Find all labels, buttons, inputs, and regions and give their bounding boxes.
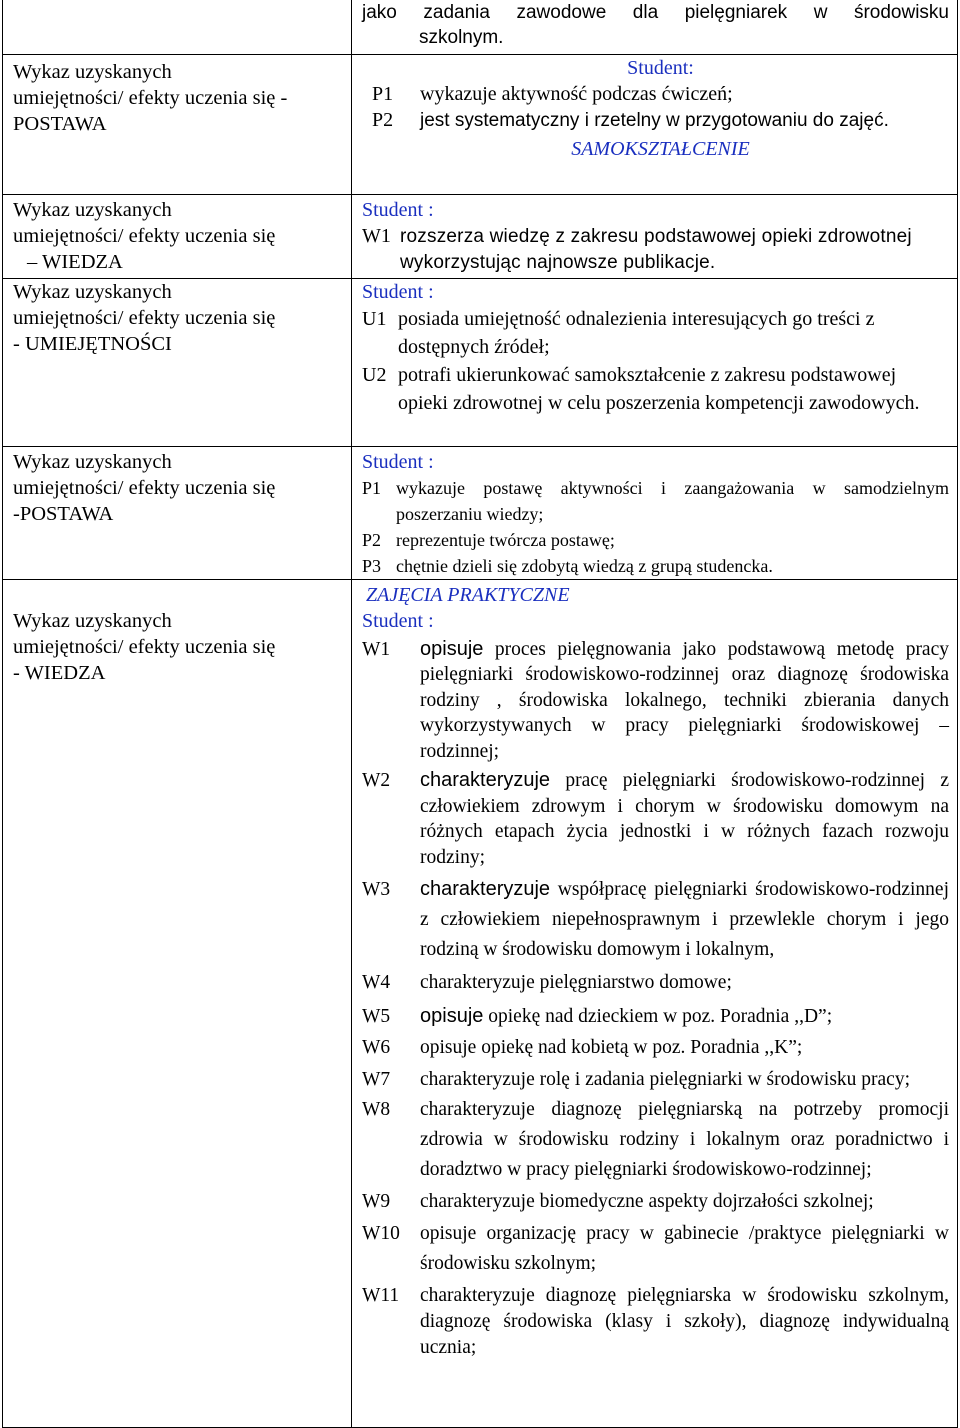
item-code: W5 <box>362 1006 391 1027</box>
right-cell-postawa <box>352 54 958 194</box>
continuation-line-1: jako zadania zawodowe dla pielęgniarek w środowisku <box>362 2 949 23</box>
item-code: U2 <box>362 363 387 386</box>
item-verb: charakteryzuje <box>420 878 551 900</box>
item-code: W1 <box>362 638 391 660</box>
list-item <box>362 874 949 965</box>
item-code: W9 <box>362 1191 391 1212</box>
left-label-line: – WIEDZA <box>27 250 123 273</box>
left-cell-postawa <box>3 54 352 194</box>
zajecia-praktyczne-heading: ZAJĘCIA PRAKTYCZNE <box>366 583 570 606</box>
left-label-line: - UMIEJĘTNOŚCI <box>13 332 172 355</box>
item-verb: charakteryzuje <box>420 769 551 791</box>
learning-outcomes-table <box>2 0 958 1428</box>
list-item <box>372 107 949 134</box>
item-text: posiada umiejętność odnalezienia interesujących go treści z dostępnych źródeł; <box>398 307 875 358</box>
item-text: chętnie dzieli się zdobytą wiedzą z grupą studencka. <box>396 555 773 576</box>
list-item <box>362 553 949 579</box>
item-code: W3 <box>362 879 391 900</box>
list-item <box>362 305 949 361</box>
left-cell-empty <box>3 0 352 54</box>
item-text: wykazuje aktywność podczas ćwiczeń; <box>420 82 733 105</box>
list-item <box>362 223 949 276</box>
left-label-line: - WIEDZA <box>13 661 106 684</box>
list-item <box>362 1095 949 1185</box>
list-item <box>362 527 949 553</box>
item-text: opiekę nad dzieckiem w poz. Poradnia ,,D”; <box>483 1006 833 1027</box>
item-code: P1 <box>362 477 382 498</box>
item-code: W6 <box>362 1037 391 1058</box>
list-item <box>362 361 949 417</box>
student-label: Student : <box>362 198 434 221</box>
left-cell-umiejetnosci <box>3 278 352 446</box>
left-label-line: Wykaz uzyskanych <box>13 280 172 303</box>
list-item <box>362 968 949 998</box>
item-text: opisuje organizację pracy w gabinecie /praktyce pielęgniarki w środowisku szkolnym; <box>420 1223 949 1274</box>
left-label-line: POSTAWA <box>13 112 107 135</box>
table-row <box>3 278 958 446</box>
item-code: W1 <box>362 224 391 247</box>
item-code: P3 <box>362 555 382 576</box>
list-item <box>362 1187 949 1217</box>
table-row <box>3 446 958 579</box>
list-item <box>362 1033 949 1063</box>
item-text: opisuje opiekę nad kobietą w poz. Poradnia ,,K”; <box>420 1037 803 1058</box>
item-code: W7 <box>362 1069 391 1090</box>
left-label-line: Wykaz uzyskanych <box>13 609 172 632</box>
item-text: wykazuje postawę aktywności i zaangażowania w samodzielnym poszerzaniu wiedzy; <box>396 477 949 524</box>
left-label-line: umiejętności/ efekty uczenia się <box>13 224 276 247</box>
right-cell-continuation <box>352 0 958 54</box>
item-code: P2 <box>372 108 394 131</box>
list-item <box>362 1001 949 1032</box>
item-verb: opisuje <box>420 1005 484 1027</box>
table-row <box>3 194 958 278</box>
item-code: W11 <box>362 1285 400 1306</box>
list-item <box>362 768 949 870</box>
item-text: rozszerza wiedzę z zakresu podstawowej opieki zdrowotnej wykorzystując najnowsze publikacje. <box>400 225 912 273</box>
right-cell-zajecia <box>352 579 958 1427</box>
left-cell-wiedza <box>3 194 352 278</box>
right-cell-umiejetnosci <box>352 278 958 446</box>
item-text: reprezentuje twórcza postawę; <box>396 529 615 550</box>
student-label: Student : <box>362 450 434 473</box>
item-text: charakteryzuje diagnozę pielęgniarska w środowisku szkolnym, diagnozę środowiska (klasy i szkoły), diagnozę indywidualną ucznia; <box>420 1285 949 1358</box>
table-row <box>3 0 958 54</box>
left-label-line: umiejętności/ efekty uczenia się <box>13 476 276 499</box>
table-row <box>3 579 958 1427</box>
list-item <box>362 475 949 527</box>
item-text: charakteryzuje pielęgniarstwo domowe; <box>420 972 732 993</box>
item-code: P1 <box>372 82 394 105</box>
item-text: proces pielęgnowania jako podstawową metodę pracy pielęgniarki środowiskowo-rodzinnej oraz diagnozę środowiska rodziny , środowiska lokalnego, techniki zbierania danych wykorzystywanych w pracy pielęgniarki środowiskowej – rodzinnej; <box>420 638 949 762</box>
item-text: pracę pielęgniarki środowiskowo-rodzinnej z człowiekiem zdrowym i chorym w środowisku domowym na różnych etapach życia jednostki i w różnych fazach rozwoju rodziny; <box>420 770 949 868</box>
item-code: W2 <box>362 770 391 791</box>
item-code: W8 <box>362 1099 391 1120</box>
right-cell-postawa-2 <box>352 446 958 579</box>
item-text: współpracę pielęgniarki środowiskowo-rodzinnej z człowiekiem niepełnosprawnym i przewlekle chorym i jego rodziną w środowisku domowym i lokalnym, <box>420 879 949 960</box>
item-text: charakteryzuje biomedyczne aspekty dojrzałości szkolnej; <box>420 1191 874 1212</box>
left-label-line: umiejętności/ efekty uczenia się - <box>13 86 288 109</box>
item-text: jest systematyczny i rzetelny w przygotowaniu do zajęć. <box>420 109 889 131</box>
item-text: potrafi ukierunkować samokształcenie z zakresu podstawowej opieki zdrowotnej w celu poszerzenia kompetencji zawodowych. <box>398 363 920 414</box>
item-text: charakteryzuje rolę i zadania pielęgniarki w środowisku pracy; <box>420 1069 911 1090</box>
left-cell-wiedza-2 <box>3 579 352 1427</box>
continuation-line-2: szkolnym. <box>419 27 504 48</box>
right-cell-wiedza <box>352 194 958 278</box>
list-item <box>362 1219 949 1279</box>
student-label: Student: <box>627 56 694 79</box>
list-item <box>362 1283 949 1361</box>
left-label-line: umiejętności/ efekty uczenia się <box>13 306 276 329</box>
left-label-line: umiejętności/ efekty uczenia się <box>13 635 276 658</box>
left-label-line: -POSTAWA <box>13 502 114 525</box>
list-item <box>362 637 949 765</box>
left-label-line: Wykaz uzyskanych <box>13 60 172 83</box>
student-label: Student : <box>362 609 434 632</box>
samoksztalcenie-heading: SAMOKSZTAŁCENIE <box>571 137 750 160</box>
item-code: P2 <box>362 529 382 550</box>
item-code: W4 <box>362 972 391 993</box>
left-label-line: Wykaz uzyskanych <box>13 198 172 221</box>
item-code: W10 <box>362 1223 400 1244</box>
list-item <box>362 1067 949 1093</box>
item-code: U1 <box>362 307 387 330</box>
left-cell-postawa-2 <box>3 446 352 579</box>
table-row <box>3 54 958 194</box>
left-label-line: Wykaz uzyskanych <box>13 450 172 473</box>
list-item <box>372 81 949 107</box>
student-label: Student : <box>362 280 434 303</box>
item-verb: opisuje <box>420 637 484 660</box>
item-text: charakteryzuje diagnozę pielęgniarską na potrzeby promocji zdrowia w środowisku rodziny i lokalnym oraz poradnictwo i doradztwo w pracy pielęgniarki środowiskowo-rodzinnej; <box>420 1099 949 1180</box>
